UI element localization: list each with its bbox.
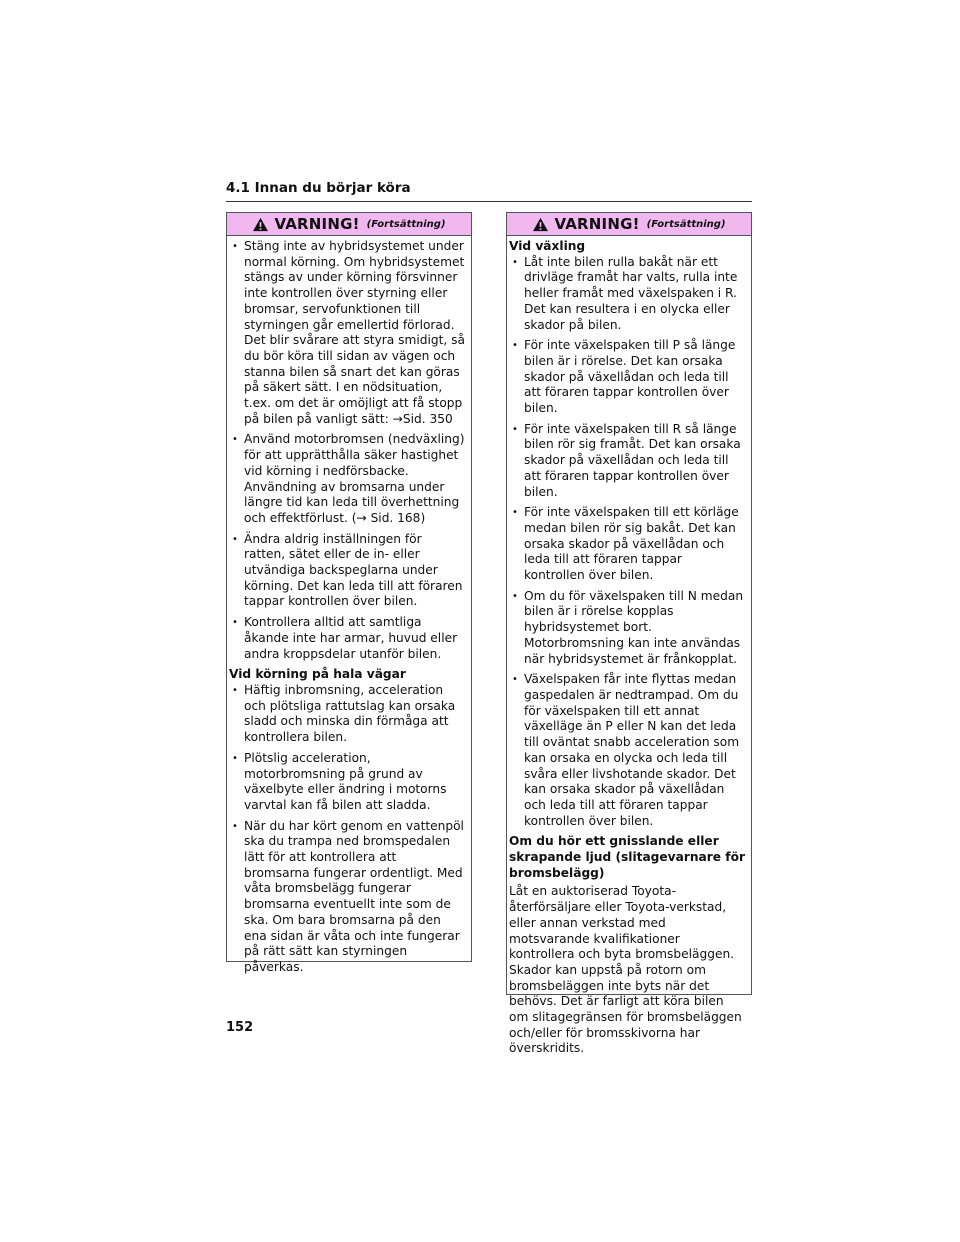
list-item: • För inte växelspaken till P så länge bilen är i rörelse. Det kan orsaka skador på växellådan och leda till att föraren tappar kontrollen över bilen. — [509, 338, 745, 417]
section-header: 4.1 Innan du börjar köra — [226, 180, 752, 202]
bullet-list — [509, 255, 745, 830]
list-item: • Plötslig acceleration, motorbromsning på grund av växelbyte eller ändring i motorns varvtal kan få bilen att sladda. — [229, 751, 465, 814]
list-item: • Om du för växelspaken till N medan bilen är i rörelse kopplas hybridsystemet bort. Motorbromsning kan inte användas när hybridsystemet är frånkopplat. — [509, 589, 745, 668]
list-item: • Ändra aldrig inställningen för ratten, sätet eller de in- eller utvändiga backspeglarna under körning. Det kan leda till att föraren tappar kontrollen över bilen. — [229, 532, 465, 611]
list-item: • För inte växelspaken till ett körläge medan bilen rör sig bakåt. Det kan orsaka skador på växellådan och leda till att föraren tappar kontrollen över bilen. — [509, 505, 745, 584]
paragraph: Låt en auktoriserad Toyota-återförsäljare eller Toyota-verkstad, eller annan verkstad med motsvarande kvalifikationer kontrollera och byta bromsbeläggen. Skador kan uppstå på rotorn om bromsbeläggen inte byts när det behövs. Det är farligt att köra bilen om slitagegränsen för bromsbeläggen och/eller för bromsskivorna har överskridits. — [509, 884, 742, 1056]
list-item: • Låt inte bilen rulla bakåt när ett drivläge framåt har valts, rulla inte heller framåt med växelspaken i R. Det kan resultera i en olycka eller skador på bilen. — [509, 255, 745, 334]
warning-triangle-icon — [252, 217, 269, 232]
subheading: Om du hör ett gnisslande eller skrapande ljud (slitagevarnare för bromsbelägg) — [509, 834, 745, 880]
warning-header — [507, 213, 751, 236]
warning-box-left — [226, 212, 472, 974]
warning-header — [227, 213, 471, 236]
warning-box-right — [506, 212, 752, 1056]
warning-continued: (Fortsättning) — [366, 218, 446, 230]
list-item: • Kontrollera alltid att samtliga åkande inte har armar, huvud eller andra kroppsdelar utanför bilen. — [229, 615, 465, 662]
warning-title: VARNING! — [274, 215, 360, 233]
list-item: • Häftig inbromsning, acceleration och plötsliga rattutslag kan orsaka sladd och minska din förmåga att kontrollera bilen. — [229, 683, 465, 746]
subheading: Vid körning på hala vägar — [229, 667, 406, 682]
list-item: • Stäng inte av hybridsystemet under normal körning. Om hybridsystemet stängs av under körning försvinner inte kontrollen över styrning eller bromsar, servofunktionen till styrningen går emellertid förlorad. Det blir svårare att styra smidigt, så du bör köra till sidan av vägen och stanna bilen så snart det kan göras på säkert sätt. I en nödsituation, t.ex. om det är omöjligt att få stopp på bilen på vanligt sätt: →Sid. 350 — [229, 239, 465, 427]
warning-title: VARNING! — [554, 215, 640, 233]
bullet-list — [229, 239, 465, 662]
warning-body — [227, 236, 471, 976]
warning-body — [507, 236, 751, 1057]
page-number: 152 — [226, 1020, 254, 1035]
list-item: • Använd motorbromsen (nedväxling) för att upprätthålla säker hastighet vid körning i nedförsbacke. Användning av bromsarna under längre tid kan leda till överhettning och effektförlust. (→ Sid. 168) — [229, 432, 465, 526]
bullet-list — [229, 683, 465, 976]
list-item: • När du har kört genom en vattenpöl ska du trampa ned bromspedalen lätt för att kontrollera att bromsarna fungerar ordentligt. Med våta bromsbelägg fungerar bromsarna eventuellt inte som de ska. Om bara bromsarna på den ena sidan är våta och inte fungerar på rätt sätt kan styrningen påverkas. — [229, 819, 465, 976]
subheading: Vid växling — [509, 239, 586, 253]
warning-continued: (Fortsättning) — [646, 218, 726, 230]
list-item: • Växelspaken får inte flyttas medan gaspedalen är nedtrampad. Om du för växelspaken till ett annat växelläge än P eller N kan det leda till oväntat snabb acceleration som kan orsaka en olycka och leda till svåra eller livshotande skador. Det kan orsaka skador på växellådan och leda till att föraren tappar kontrollen över bilen. — [509, 672, 745, 829]
warning-triangle-icon — [532, 217, 549, 232]
list-item: • För inte växelspaken till R så länge bilen rör sig framåt. Det kan orsaka skador på växellådan och leda till att föraren tappar kontrollen över bilen. — [509, 422, 745, 501]
